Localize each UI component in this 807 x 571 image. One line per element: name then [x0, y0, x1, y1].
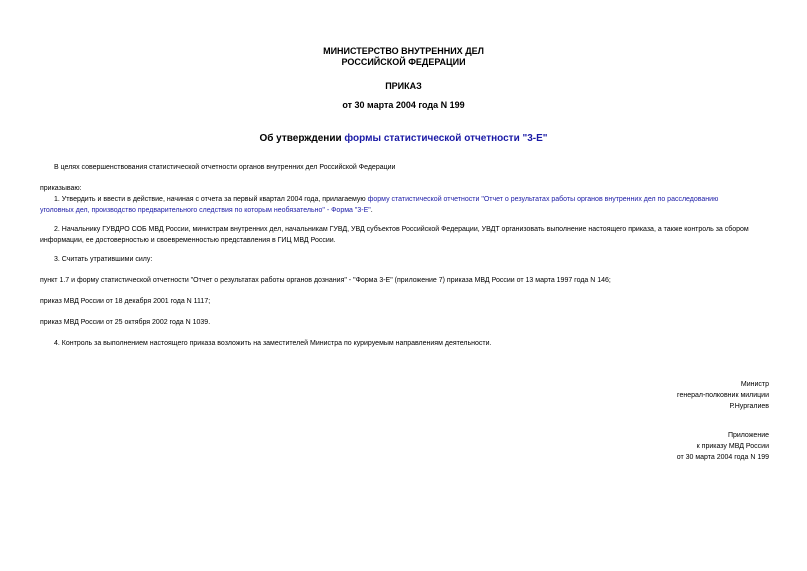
item-1-line2: [40, 205, 770, 216]
order-label: ПРИКАЗ: [385, 81, 422, 91]
order-subject-prefix: Об утверждении: [259, 133, 345, 144]
item-1-form-link-part2[interactable]: уголовных дел, производство предварительного следствия по которым необязательно" - Форма "3-Е": [40, 207, 371, 214]
item-2-line1: 2. Начальнику ГУВДРО СОБ МВД России, министрам внутренних дел, начальникам ГУВД, УВД субъектов Российской Федерации, УВДТ организовать выполнение настоящего приказа, а также контроль за сбором: [54, 226, 749, 233]
appendix-ref: к приказу МВД России: [696, 443, 769, 450]
order-word: приказываю:: [40, 185, 82, 192]
ministry-title: [0, 46, 807, 68]
item-1-paragraph: [40, 194, 770, 216]
ministry-title-line1: МИНИСТЕРСТВО ВНУТРЕННИХ ДЕЛ: [323, 46, 484, 56]
signature-position: Министр: [740, 381, 769, 388]
order-subject: [0, 133, 807, 144]
appendix-block: [677, 430, 769, 463]
item-3-b: приказ МВД России от 18 декабря 2001 года N 1117;: [40, 298, 211, 305]
appendix-date: от 30 марта 2004 года N 199: [676, 454, 769, 461]
item-3-a: пункт 1.7 и форму статистической отчетности "Отчет о результатах работы органов дознания" - "Форма 3-Е" (приложение 7) приказа МВД России от 13 марта 1997 года N 146;: [40, 277, 611, 284]
item-1-form-link-part1[interactable]: форму статистической отчетности "Отчет о результатах работы органов внутренних дел по расследованию: [367, 196, 719, 203]
order-date: от 30 марта 2004 года N 199: [342, 100, 465, 110]
item-2-line2: информации, ее достоверностью и своевременностью представления в ГИЦ МВД России.: [40, 237, 336, 244]
signature-name: Р.Нургалиев: [729, 403, 769, 410]
signature-rank: генерал-полковник милиции: [677, 392, 769, 399]
ministry-title-line2: РОССИЙСКОЙ ФЕДЕРАЦИИ: [341, 57, 466, 67]
form-3e-link[interactable]: формы статистической отчетности "3-Е": [344, 133, 548, 144]
signature-block: [677, 379, 769, 412]
appendix-label: Приложение: [727, 432, 769, 439]
item-3-paragraph: 3. Считать утратившими силу:: [54, 256, 153, 263]
item-2-paragraph: [40, 224, 770, 246]
item-3-c: приказ МВД России от 25 октября 2002 года N 1039.: [40, 319, 211, 326]
item-1-suffix: .: [370, 207, 373, 214]
item-1-prefix: 1. Утвердить и ввести в действие, начиная с отчета за первый квартал 2004 года, прилагаемую: [54, 196, 368, 203]
item-4-paragraph: 4. Контроль за выполнением настоящего приказа возложить на заместителей Министра по курируемым направлениям деятельности.: [54, 340, 492, 347]
intro-paragraph: В целях совершенствования статистической отчетности органов внутренних дел Российской Федерации: [54, 164, 396, 171]
item-1-line1: [40, 194, 770, 205]
